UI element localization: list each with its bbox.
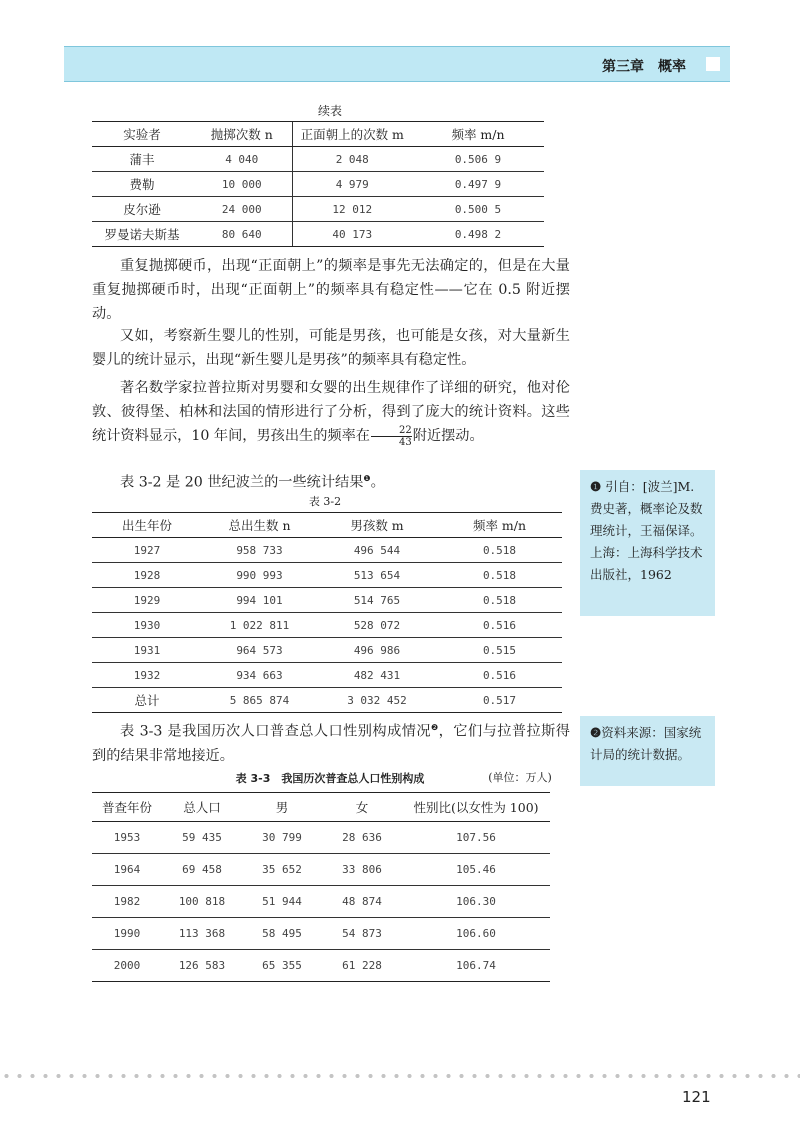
- paragraph-table3-intro: [92, 716, 570, 768]
- table-header-cell: 正面朝上的次数 m: [292, 122, 412, 147]
- fraction-denominator: 43: [398, 436, 412, 448]
- table-cell: 1930: [92, 613, 202, 638]
- fraction-22-43: [371, 425, 412, 448]
- table-cell: 40 173: [292, 222, 412, 247]
- table-cell: 0.516: [437, 613, 562, 638]
- table-cell: 513 654: [317, 563, 437, 588]
- table-cell: 33 806: [322, 854, 402, 886]
- table-cell: 3 032 452: [317, 688, 437, 713]
- table-header-row: [92, 513, 562, 538]
- table-cell: 1953: [92, 822, 162, 854]
- table-row: [92, 197, 544, 222]
- table-cell: 蒲丰: [92, 147, 192, 172]
- table-cell: 990 993: [202, 563, 317, 588]
- table-cell: 51 944: [242, 886, 322, 918]
- table3-caption: 表 3-3 我国历次普查总人口性别构成: [235, 772, 425, 785]
- table-cell: 496 986: [317, 638, 437, 663]
- table-cell: 105.46: [402, 854, 550, 886]
- table-cell: 106.74: [402, 950, 550, 982]
- table-cell: 0.518: [437, 563, 562, 588]
- table-cell: 964 573: [202, 638, 317, 663]
- table-cell: 80 640: [192, 222, 292, 247]
- table-row: [92, 222, 544, 247]
- table-cell: 0.515: [437, 638, 562, 663]
- chapter-title: [602, 56, 686, 76]
- table-row-total: [92, 688, 562, 713]
- table-cell: 1964: [92, 854, 162, 886]
- table-header-cell: 男孩数 m: [317, 513, 437, 538]
- table-cell: 1929: [92, 588, 202, 613]
- table-cell: 2 048: [292, 147, 412, 172]
- table-cell: 934 663: [202, 663, 317, 688]
- table-cell: 496 544: [317, 538, 437, 563]
- table-header-cell: 女: [322, 793, 402, 822]
- table-cell: 48 874: [322, 886, 402, 918]
- table-cell: 1982: [92, 886, 162, 918]
- table2-poland-births: [92, 512, 562, 713]
- chapter-header-bar: [64, 46, 730, 82]
- fraction-numerator: 22: [371, 425, 412, 437]
- table-cell: 61 228: [322, 950, 402, 982]
- table-cell: 35 652: [242, 854, 322, 886]
- table-header-cell: 总人口: [162, 793, 242, 822]
- table-cell: 113 368: [162, 918, 242, 950]
- table3-unit: (单位：万人): [488, 771, 552, 784]
- table2-caption: 表 3-2: [308, 495, 342, 508]
- table-row: [92, 538, 562, 563]
- table-cell: 514 765: [317, 588, 437, 613]
- paragraph-laplace: [92, 376, 570, 448]
- table-cell: 69 458: [162, 854, 242, 886]
- table-cell: 4 979: [292, 172, 412, 197]
- table-cell: 28 636: [322, 822, 402, 854]
- table-row: [92, 854, 550, 886]
- table-cell: 总计: [92, 688, 202, 713]
- paragraph-table3-end: ，它们与拉普拉斯得到的结果非常地接近。: [92, 723, 570, 764]
- table-header-cell: 总出生数 n: [202, 513, 317, 538]
- table-cell: 0.498 2: [412, 222, 544, 247]
- footnote-marker-1[interactable]: ❶: [363, 474, 371, 483]
- table-cell: 0.497 9: [412, 172, 544, 197]
- table-cell: 107.56: [402, 822, 550, 854]
- table-header-cell: 频率 m/n: [437, 513, 562, 538]
- paragraph-table2-intro: [92, 467, 570, 495]
- table-header-cell: 出生年份: [92, 513, 202, 538]
- paragraph-baby: 又如，考察新生婴儿的性别，可能是男孩，也可能是女孩，对大量新生婴儿的统计显示，出现“新生婴儿是男孩”的频率具有稳定性。: [92, 328, 570, 368]
- table-cell: 59 435: [162, 822, 242, 854]
- table1-caption: 续表: [317, 104, 342, 118]
- footer-dotted-line: [0, 1072, 800, 1080]
- table-cell: 126 583: [162, 950, 242, 982]
- table-cell: 482 431: [317, 663, 437, 688]
- table-row: [92, 172, 544, 197]
- table-cell: 0.518: [437, 538, 562, 563]
- table1-coin-toss: [92, 121, 544, 247]
- table-cell: 1932: [92, 663, 202, 688]
- table-cell: 10 000: [192, 172, 292, 197]
- table-cell: 1990: [92, 918, 162, 950]
- paragraph-laplace-text: 著名数学家拉普拉斯对男婴和女婴的出生规律作了详细的研究，他对伦敦、彼得堡、柏林和法国的情形进行了分析，得到了庞大的统计资料。这些统计资料显示，10 年间，男孩出生的频率在: [92, 380, 570, 444]
- table-cell: 24 000: [192, 197, 292, 222]
- table-cell: 1927: [92, 538, 202, 563]
- table-cell: 54 873: [322, 918, 402, 950]
- table-header-cell: 频率 m/n: [412, 122, 544, 147]
- table-cell: 0.500 5: [412, 197, 544, 222]
- paragraph-coin: 重复抛掷硬币，出现“正面朝上”的频率是事先无法确定的，但是在大量重复抛掷硬币时，出现“正面朝上”的频率具有稳定性——它在 0.5 附近摆动。: [92, 258, 570, 322]
- chapter-name: 概率: [658, 59, 686, 75]
- table-cell: 罗曼诺夫斯基: [92, 222, 192, 247]
- side-note-2-text: 资料来源：国家统计局的统计数据。: [590, 725, 702, 762]
- table-cell: 106.30: [402, 886, 550, 918]
- table-cell: 5 865 874: [202, 688, 317, 713]
- table-row: [92, 918, 550, 950]
- table-cell: 皮尔逊: [92, 197, 192, 222]
- table-row: [92, 613, 562, 638]
- table-row: [92, 563, 562, 588]
- table-row: [92, 663, 562, 688]
- table-cell: 958 733: [202, 538, 317, 563]
- table-cell: 65 355: [242, 950, 322, 982]
- footnote-marker-2[interactable]: ❷: [431, 723, 439, 732]
- table-cell: 4 040: [192, 147, 292, 172]
- side-note-2: [580, 716, 715, 786]
- paragraph-table3-text: 表 3-3 是我国历次人口普查总人口性别构成情况: [120, 723, 432, 740]
- table-cell: 0.518: [437, 588, 562, 613]
- page-number: 121: [682, 1088, 711, 1106]
- table-row: [92, 638, 562, 663]
- side-note-2-marker: ❷: [590, 725, 602, 740]
- table-cell: 1928: [92, 563, 202, 588]
- table-row: [92, 588, 562, 613]
- table-header-cell: 抛掷次数 n: [192, 122, 292, 147]
- paragraph-laplace-end: 附近摆动。: [412, 428, 484, 444]
- table-cell: 2000: [92, 950, 162, 982]
- table-header-cell: 普查年份: [92, 793, 162, 822]
- table-row: [92, 950, 550, 982]
- table-cell: 106.60: [402, 918, 550, 950]
- table-cell: 0.516: [437, 663, 562, 688]
- table-row: [92, 886, 550, 918]
- table-header-row: [92, 122, 544, 147]
- table-cell: 30 799: [242, 822, 322, 854]
- table-header-row: [92, 793, 550, 822]
- table-header-cell: 性别比(以女性为 100): [402, 793, 550, 822]
- table-row: [92, 822, 550, 854]
- table3-china-census: [92, 792, 550, 982]
- table-cell: 0.517: [437, 688, 562, 713]
- side-note-1: [580, 470, 715, 616]
- table-cell: 0.506 9: [412, 147, 544, 172]
- table-cell: 1931: [92, 638, 202, 663]
- paragraph-table2-end: 。: [370, 474, 385, 491]
- side-note-1-text: 引自：[波兰]M. 费史著，概率论及数理统计，王福保译。上海：上海科学技术出版社，1962: [590, 479, 703, 582]
- table-header-cell: 实验者: [92, 122, 192, 147]
- table-cell: 58 495: [242, 918, 322, 950]
- table-cell: 528 072: [317, 613, 437, 638]
- table-cell: 100 818: [162, 886, 242, 918]
- table-row: [92, 147, 544, 172]
- table-cell: 1 022 811: [202, 613, 317, 638]
- table-header-cell: 男: [242, 793, 322, 822]
- table-cell: 12 012: [292, 197, 412, 222]
- table-cell: 费勒: [92, 172, 192, 197]
- paragraph-table2-text: 表 3-2 是 20 世纪波兰的一些统计结果: [120, 474, 364, 491]
- side-note-1-marker: ❶: [590, 479, 602, 494]
- header-square-decoration: [706, 57, 720, 71]
- table-cell: 994 101: [202, 588, 317, 613]
- chapter-number: 第三章: [602, 59, 644, 75]
